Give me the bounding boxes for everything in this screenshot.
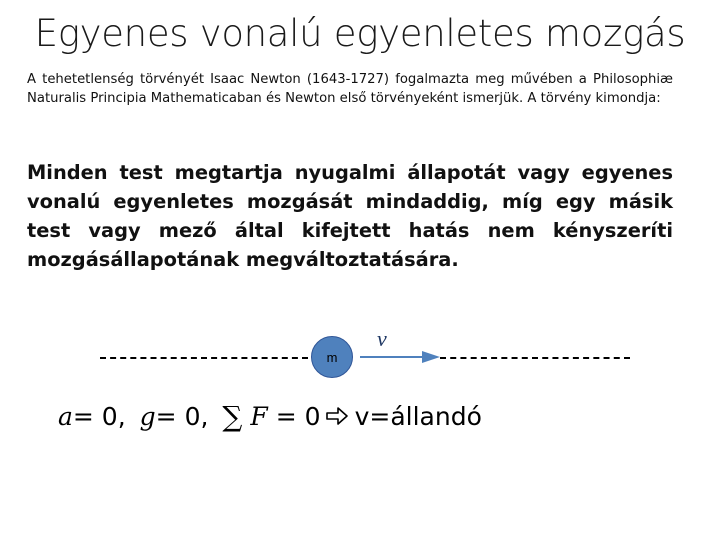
eq-sum-symbol: ∑ <box>222 399 243 433</box>
trajectory-left-dashed-line <box>100 357 308 359</box>
eq-g-value: = 0, <box>155 401 209 431</box>
eq-f-value: = 0 <box>275 401 321 431</box>
eq-a-symbol: a <box>58 401 73 431</box>
velocity-arrow-icon <box>360 349 442 365</box>
mass-circle <box>311 336 353 378</box>
intro-paragraph: A tehetetlenség törvényét Isaac Newton (1643-1727) fogalmazta meg művében a Philosophiæ Naturalis Principia Mathematicaban és Newton első törvényeként ismerjük. A törvény kimondja: <box>27 72 673 106</box>
equation <box>58 396 482 436</box>
eq-f-symbol: F <box>250 401 268 431</box>
velocity-label: v <box>377 326 387 351</box>
law-statement: Minden test megtartja nyugalmi állapotát vagy egyenes vonalú egyenletes mozgását mindaddig, míg egy másik test vagy mező által kifejtett hatás nem kényszeríti mozgásállapotának megváltoztatására. <box>27 161 673 271</box>
eq-result: v=állandó <box>354 401 482 431</box>
trajectory-right-dashed-line <box>440 357 630 359</box>
slide-title: Egyenes vonalú egyenletes mozgás <box>34 12 686 55</box>
outline-right-arrow-icon <box>325 406 349 426</box>
eq-g-symbol: g <box>139 401 156 431</box>
eq-a-value: = 0, <box>72 401 126 431</box>
mass-label: m <box>326 349 338 365</box>
